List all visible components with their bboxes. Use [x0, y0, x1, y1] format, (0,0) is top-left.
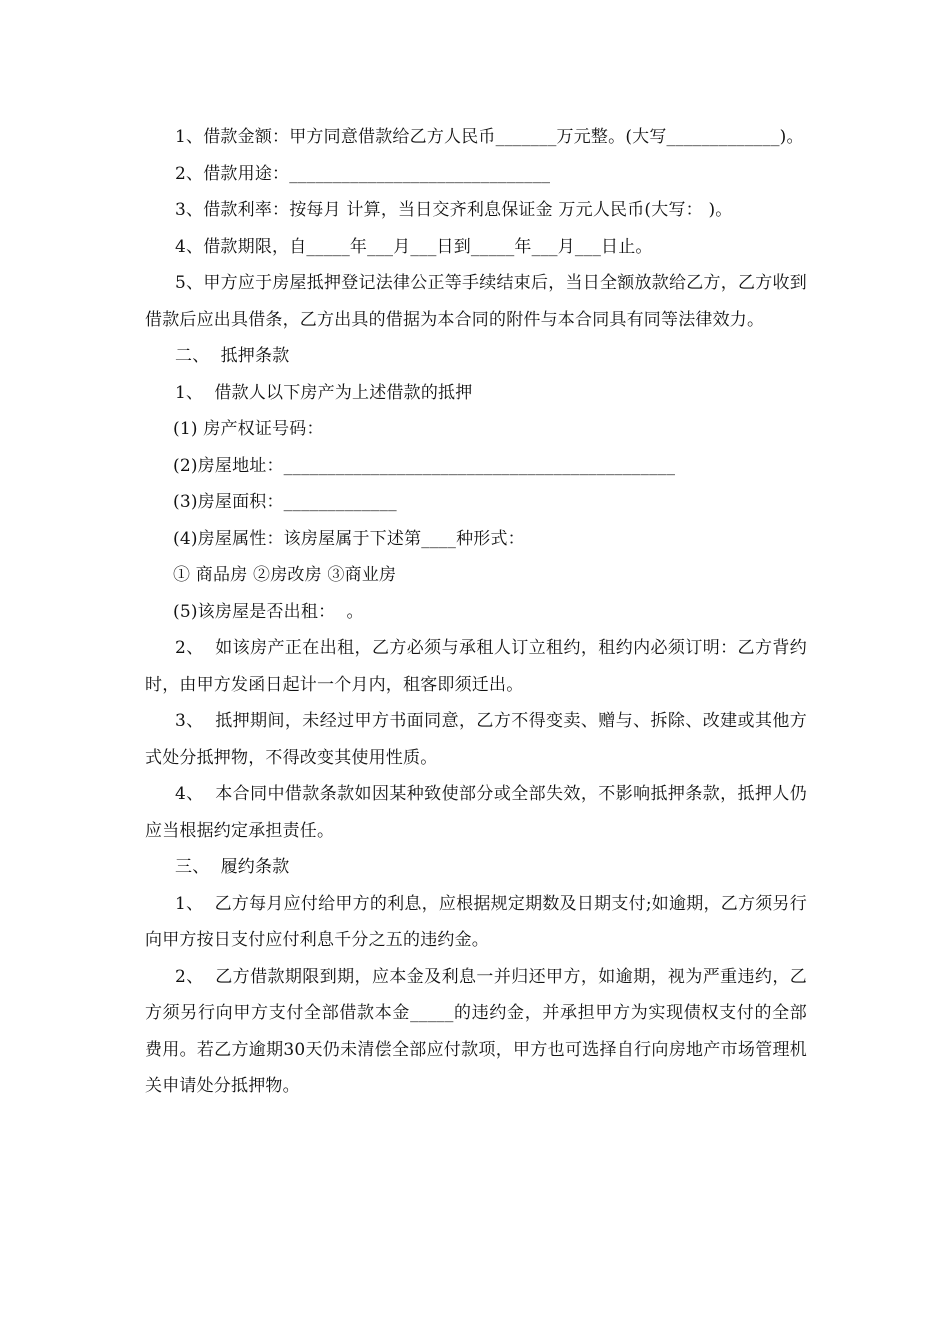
clause-partial-invalidity: 4、 本合同中借款条款如因某种致使部分或全部失效，不影响抵押条款，抵押人仍应当根据约定承担责任。 [145, 784, 807, 841]
document-body [145, 119, 807, 1105]
clause-loan-amount: 1、借款金额：甲方同意借款给乙方人民币_______万元整。(大写_____________)。 [175, 127, 804, 147]
clause-monthly-interest: 1、 乙方每月应付给甲方的利息，应根据规定期数及日期支付;如逾期，乙方须另行向甲方按日支付应付利息千分之五的违约金。 [145, 893, 807, 950]
clause-repayment-default: 2、 乙方借款期限到期，应本金及利息一并归还甲方，如逾期，视为严重违约，乙方须另行向甲方支付全部借款本金_____的违约金，并承担甲方为实现债权支付的全部费用。若乙方逾期30天仍未清偿全部应付款项，甲方也可选择自行向房地产市场管理机关申请处分抵押物。 [145, 966, 807, 1096]
field-property-type-options: ① 商品房 ②房改房 ③商业房 [173, 565, 397, 585]
clause-disposal-restriction: 3、 抵押期间，未经过甲方书面同意，乙方不得变卖、赠与、拆除、改建或其他方式处分抵押物，不得改变其使用性质。 [145, 711, 807, 768]
clause-loan-term: 4、借款期限，自_____年___月___日到_____年___月___日止。 [175, 236, 653, 257]
clause-mortgage-property: 1、 借款人以下房产为上述借款的抵押 [175, 382, 473, 403]
field-property-address: (2)房屋地址：_____________________________________________ [173, 455, 676, 476]
clause-disbursement: 5、甲方应于房屋抵押登记法律公正等手续结束后，当日全额放款给乙方，乙方收到借款后应出具借条，乙方出具的借据为本合同的附件与本合同具有同等法律效力。 [145, 273, 807, 330]
clause-interest-rate: 3、借款利率：按每月 计算，当日交齐利息保证金 万元人民币(大写： )。 [175, 200, 733, 220]
field-property-area: (3)房屋面积：_____________ [173, 492, 397, 512]
field-property-certificate: (1) 房产权证号码： [173, 419, 324, 439]
section-heading-mortgage: 二、 抵押条款 [175, 346, 290, 366]
field-property-type: (4)房屋属性：该房屋属于下述第____种形式： [173, 528, 525, 549]
field-property-rented: (5)该房屋是否出租： 。 [173, 601, 364, 622]
clause-loan-purpose: 2、借款用途：______________________________ [175, 163, 551, 184]
clause-rental: 2、 如该房产正在出租，乙方必须与承租人订立租约，租约内必须订明：乙方背约时，由甲方发函日起计一个月内，租客即须迁出。 [145, 638, 807, 695]
section-heading-performance: 三、 履约条款 [175, 857, 290, 877]
